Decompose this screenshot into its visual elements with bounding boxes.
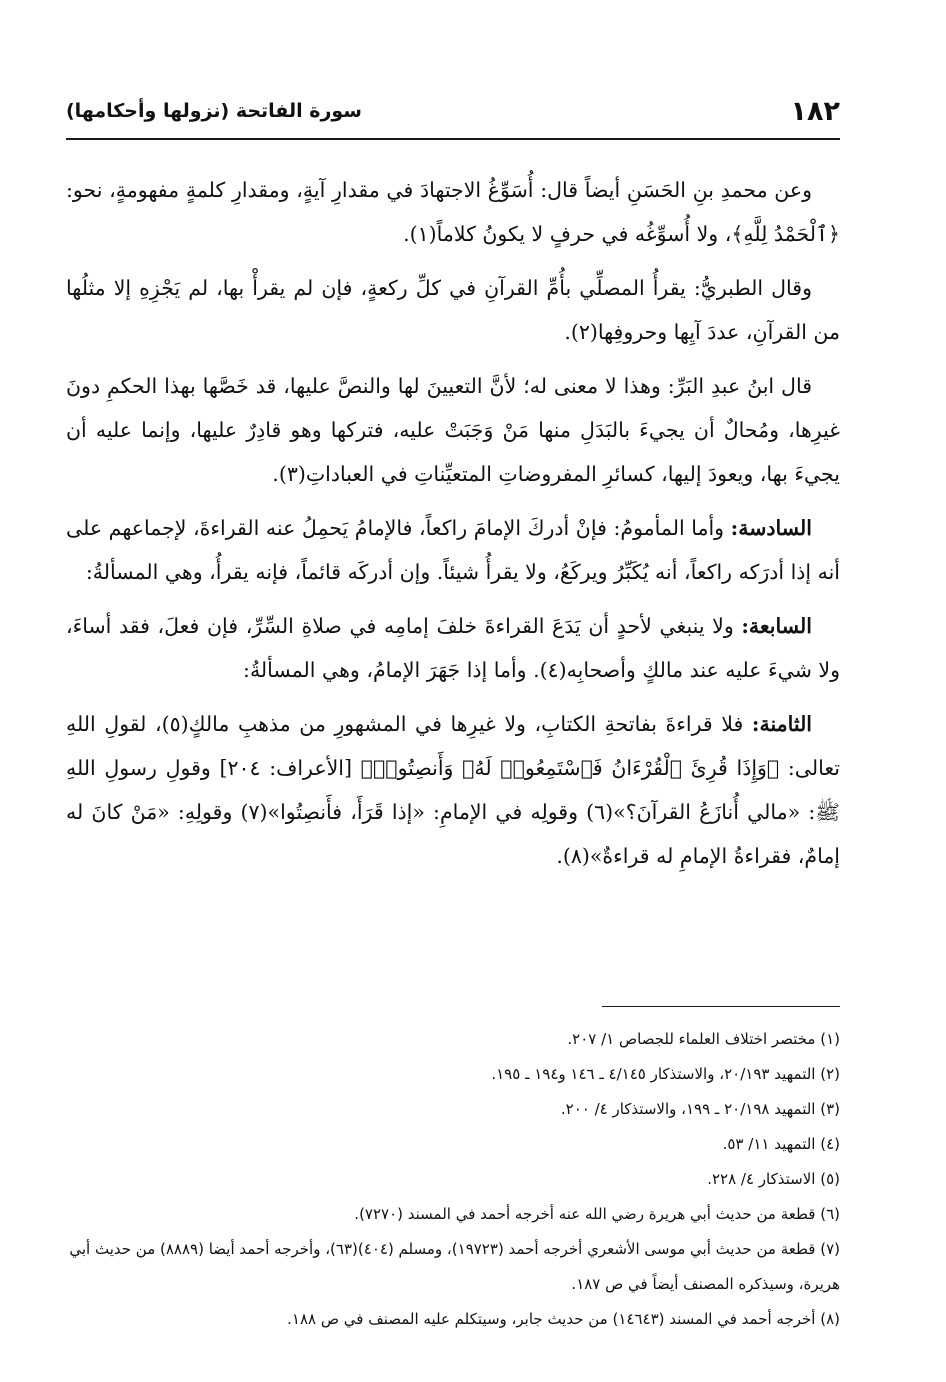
paragraph-text: فلا قراءةَ بفاتحةِ الكتابِ، ولا غيرِها في المشهورِ من مذهبِ مالكٍ(٥)، لقولِ اللهِ تعالى: ﴿وَإِذَا قُرِئَ ٱلْقُرْءَانُ فَٱسْتَمِعُوا۟ لَهُۥ وَأَنصِتُوا۟﴾ [الأعراف: ٢٠٤] وقولِ رسولِ اللهِ ﷺ: «مالي أُنازَعُ القرآنَ؟»(٦) وقولِه في الإمامِ: «إذا قَرَأَ، فأَنصِتُوا»(٧) وقولِهِ: «مَنْ كانَ له إمامٌ، فقراءةُ الإمامِ له قراءةٌ»(٨). (66, 712, 841, 868)
paragraph-lead: السابعة: (741, 614, 812, 638)
paragraph-2 (66, 266, 840, 354)
paragraph-3 (66, 364, 840, 496)
footnote-separator (602, 1006, 840, 1007)
paragraph-text: ولا ينبغي لأحدٍ أن يَدَعَ القراءةَ خلفَ إمامِه في صلاةِ السِّرِّ، فإن فعلَ، فقد أساءَ، ولا شيءَ عليه عند مالكٍ وأصحابِه(٤). وأما إذا جَهَرَ الإمامُ، وهي المسألةُ: (66, 614, 840, 682)
paragraph-lead: الثامنة: (751, 712, 813, 736)
paragraph-6-eighth-issue (66, 702, 840, 878)
page-number: ١٨٢ (790, 96, 840, 127)
footnote-2: (٢) التمهيد ٢٠/١٩٣، والاستذكار ٤/١٤٥ ـ ١٤٦ و١٩٤ ـ ١٩٥. (491, 1065, 840, 1083)
paragraph-text: وعن محمدِ بنِ الحَسَنِ أيضاً قال: أُسَوِّغُ الاجتهادَ في مقدارِ آيةٍ، ومقدارِ كلمةٍ مفهومةٍ، نحو: ﴿ٱلْحَمْدُ لِلَّهِ﴾، ولا أُسوِّغُه في حرفٍ لا يكونُ كلاماً(١). (66, 178, 840, 246)
footnote-8: (٨) أخرجه أحمد في المسند (١٤٦٤٣) من حديث جابر، وسيتكلم عليه المصنف في ص ١٨٨. (287, 1310, 840, 1328)
footnote-1: (١) مختصر اختلاف العلماء للجصاص ١/ ٢٠٧. (567, 1030, 840, 1048)
paragraph-text: قال ابنُ عبدِ البَرِّ: وهذا لا معنى له؛ لأنَّ التعيينَ لها والنصَّ عليها، قد خَصَّها بهذا الحكمِ دونَ غيرِها، ومُحالٌ أن يجيءَ بالبَدَلِ منها مَنْ وَجَبَتْ عليه، فتركها وهو قادِرٌ عليها، وإنما عليه أن يجيءَ بها، ويعودَ إليها، كسائرِ المفروضاتِ المتعيِّناتِ في العباداتِ(٣). (66, 374, 840, 486)
footnotes (66, 1022, 840, 1337)
footnote-7: (٧) قطعة من حديث أبي موسى الأشعري أخرجه أحمد (١٩٧٢٣)، ومسلم (٤٠٤)(٦٣)، وأخرجه أحمد أيضا (٨٨٨٩) من حديث أبي هريرة، وسيذكره المصنف أيضاً في ص ١٨٧. (69, 1240, 840, 1293)
paragraph-lead: السادسة: (730, 516, 812, 540)
paragraph-4-sixth-issue (66, 506, 840, 594)
paragraph-text: وأما المأمومُ: فإنْ أدركَ الإمامَ راكعاً، فالإمامُ يَحمِلُ عنه القراءةَ، لإجماعهم على أنه إذا أدرَكه راكعاً، أنه يُكَبِّرُ ويركَعُ، ولا يقرأُ شيئاً. وإن أدركَه قائماً، فإنه يقرأُ، وهي المسألةُ: (66, 516, 840, 584)
paragraph-text: وقال الطبريُّ: يقرأُ المصلِّي بأُمِّ القرآنِ في كلِّ ركعةٍ، فإن لم يقرأْ بها، لم يَجْزِهِ إلا مثلُها من القرآنِ، عددَ آيِها وحروفِها(٢). (66, 276, 840, 344)
footnote-4: (٤) التمهيد ١١/ ٥٣. (722, 1135, 840, 1153)
body-text (66, 168, 840, 888)
running-header (66, 92, 840, 140)
footnote-3: (٣) التمهيد ٢٠/١٩٨ ـ ١٩٩، والاستذكار ٤/ ٢٠٠. (560, 1100, 840, 1118)
paragraph-5-seventh-issue (66, 604, 840, 692)
paragraph-1 (66, 168, 840, 256)
running-title: سورة الفاتحة (نزولها وأحكامها) (66, 100, 362, 122)
footnote-6: (٦) قطعة من حديث أبي هريرة رضي الله عنه أخرجه أحمد في المسند (٧٢٧٠). (354, 1205, 840, 1223)
footnote-5: (٥) الاستذكار ٤/ ٢٢٨. (707, 1170, 840, 1188)
